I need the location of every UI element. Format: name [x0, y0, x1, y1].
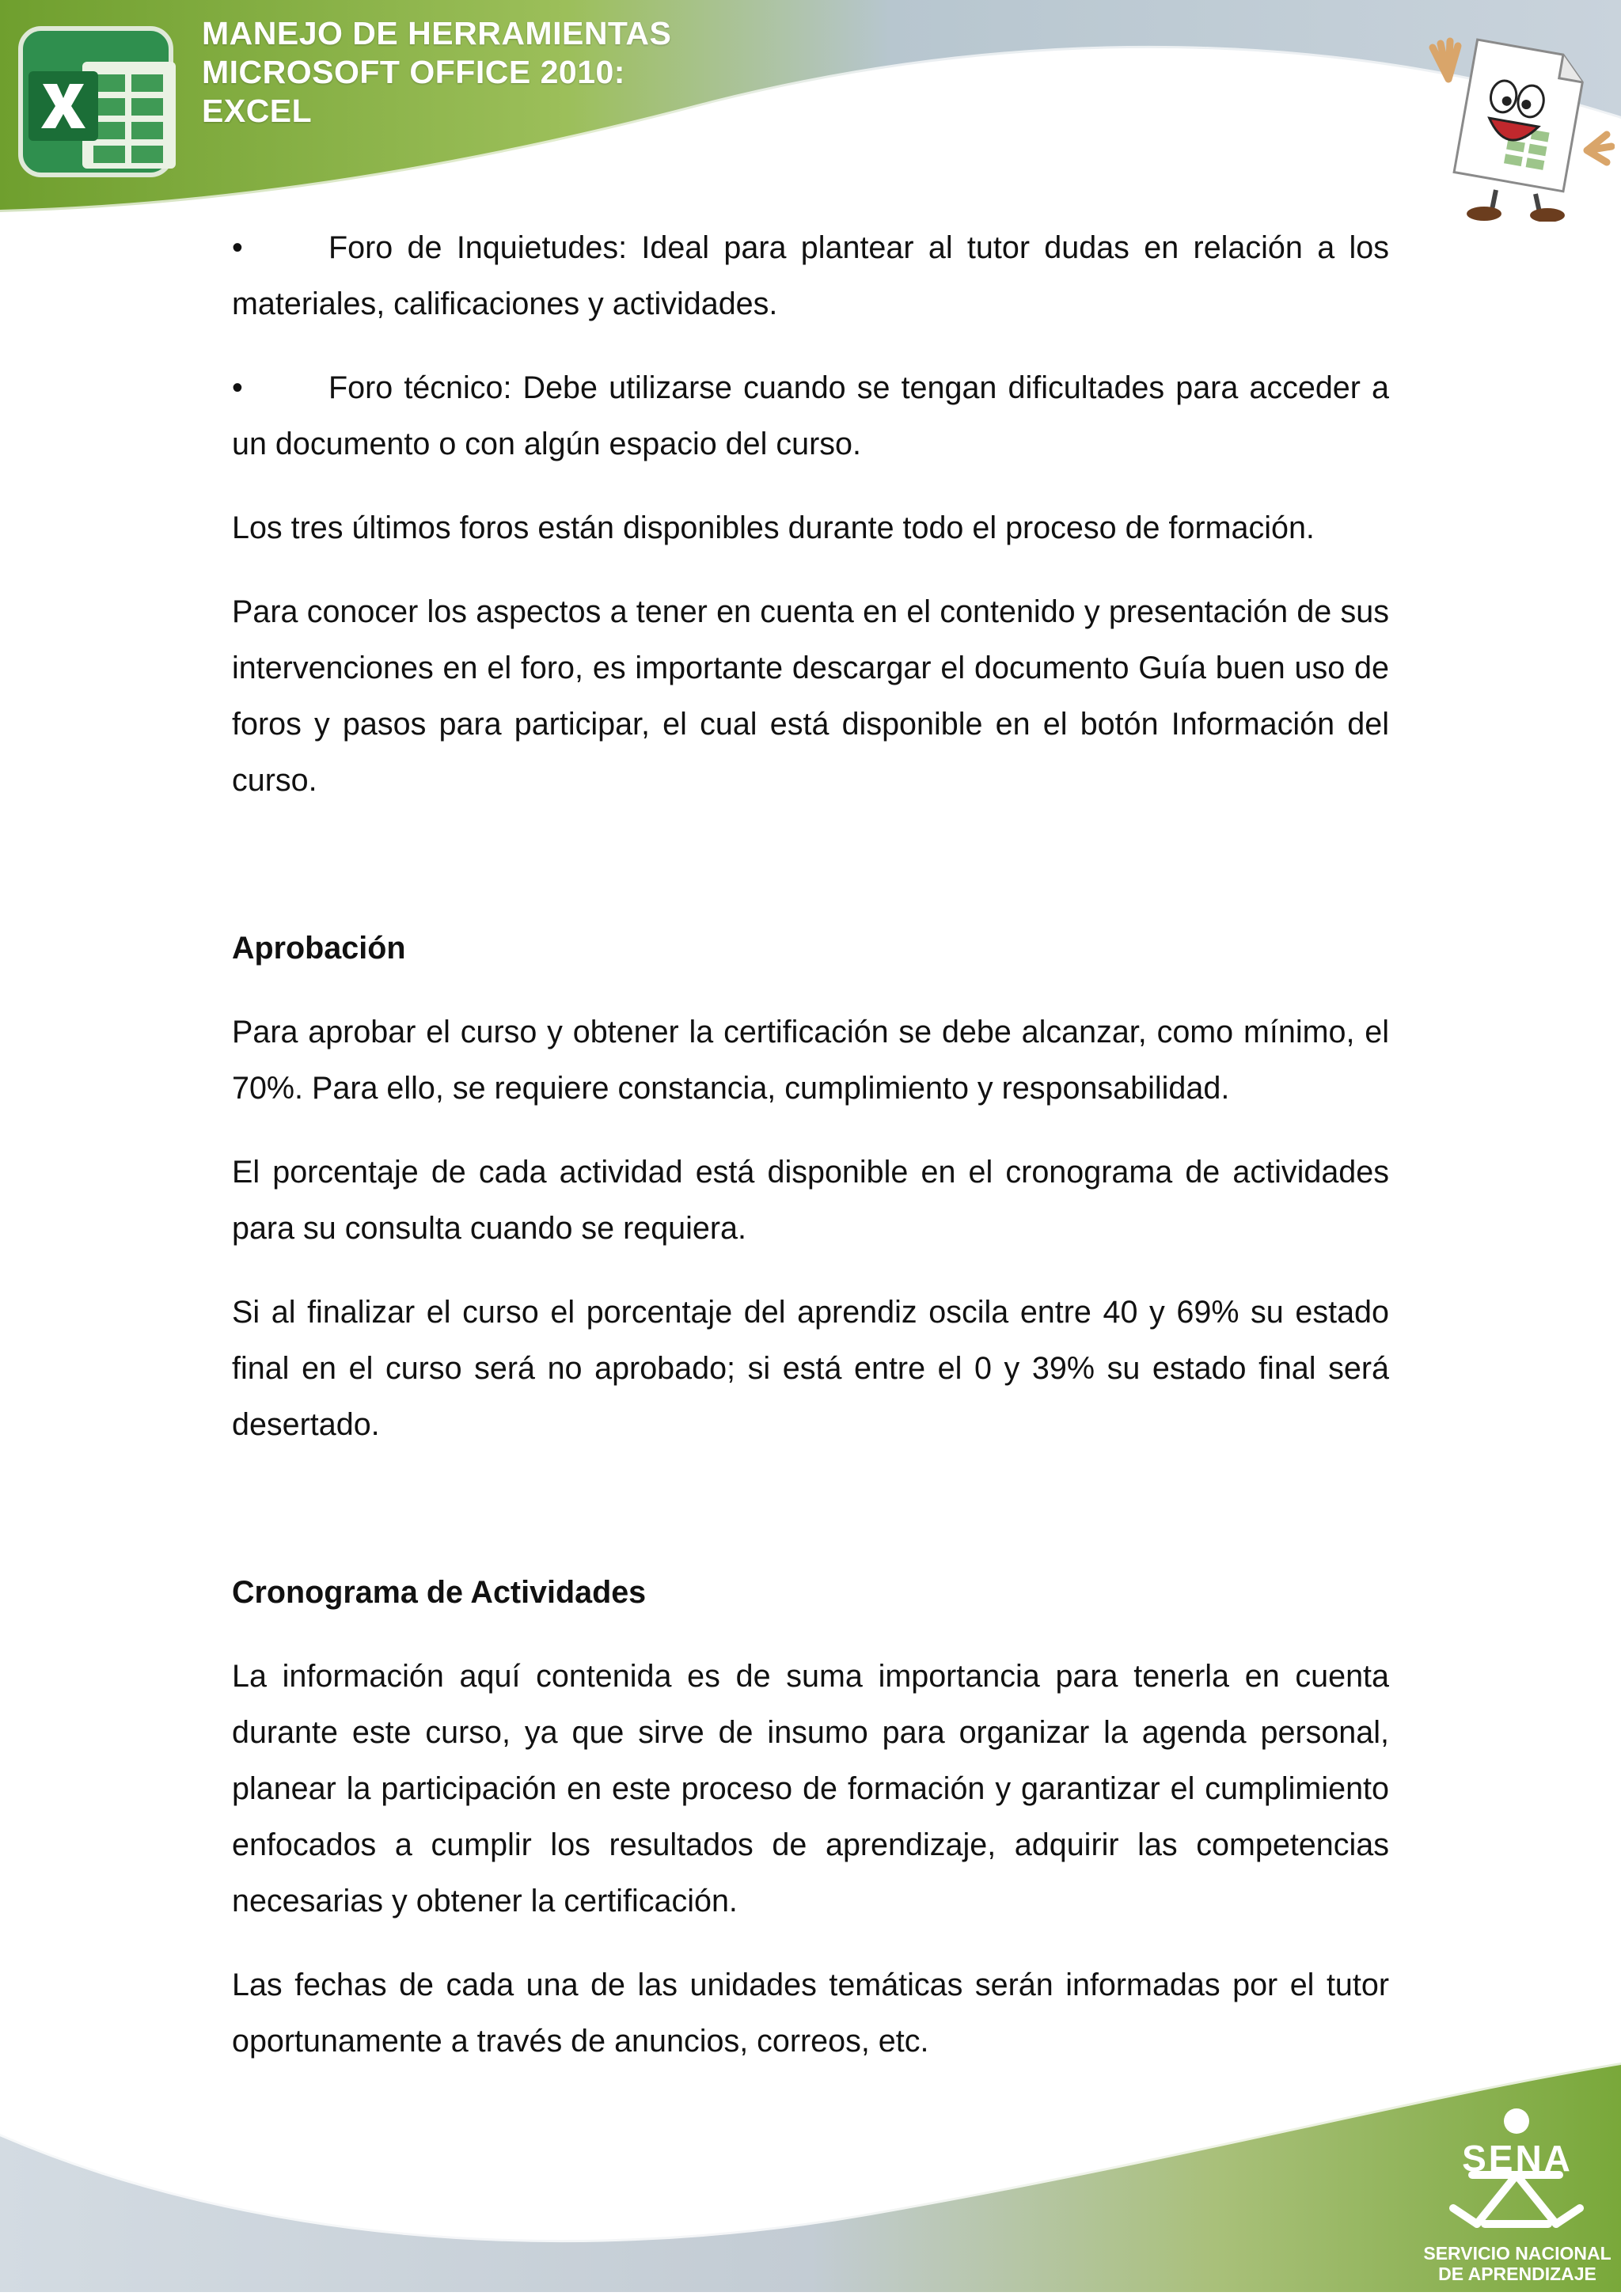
paragraph-cronograma-1: La información aquí contenida es de suma importancia para tenerla en cuenta durante este curso, ya que sirve de insumo para organizar la agenda personal, planear la participación en este proceso de formación y garantizar el cumplimiento enfocados a cumplir los resultados de aprendizaje, adquirir las competencias necesarias y obtener la certificación. [232, 1659, 1389, 1918]
sena-subtitle-line-2: DE APRENDIZAJE [1438, 2264, 1596, 2284]
section-spacer [232, 1481, 1389, 1565]
header-banner [0, 0, 1621, 237]
section-spacer [232, 837, 1389, 920]
footer-banner [0, 2063, 1621, 2292]
header-title-line-3: EXCEL [202, 93, 313, 129]
paragraph-forums-available: Los tres últimos foros están disponibles durante todo el proceso de formación. [232, 510, 1315, 545]
header-title [202, 14, 671, 131]
sena-logo-text: SENA [1462, 2138, 1573, 2179]
bullet-text: Foro de Inquietudes: Ideal para plantear al tutor dudas en relación a los materiales, calificaciones y actividades. [232, 230, 1389, 321]
bullet-symbol: • [232, 230, 243, 265]
excel-logo [17, 22, 184, 180]
bullet-text: Foro técnico: Debe utilizarse cuando se tengan dificultades para acceder a un documento o con algún espacio del curso. [232, 370, 1389, 461]
heading-cronograma: Cronograma de Actividades [232, 1575, 647, 1610]
heading-aprobacion: Aprobación [232, 931, 406, 966]
bullet-symbol: • [232, 370, 243, 405]
paragraph-aprobacion-3: Si al finalizar el curso el porcentaje del aprendiz oscila entre 40 y 69% su estado final en el curso será no aprobado; si está entre el 0 y 39% su estado final será desertado. [232, 1295, 1389, 1442]
bullet-item [232, 360, 1389, 472]
paragraph-guide: Para conocer los aspectos a tener en cuenta en el contenido y presentación de sus intervenciones en el foro, es importante descargar el documento Guía buen uso de foros y pasos para participar, el cual está disponible en el botón Información del curso. [232, 594, 1389, 798]
bullet-item [232, 220, 1389, 332]
sena-subtitle-line-1: SERVICIO NACIONAL [1423, 2243, 1612, 2264]
paragraph-cronograma-2: Las fechas de cada una de las unidades temáticas serán informadas por el tutor oportunamente a través de anuncios, correos, etc. [232, 1968, 1389, 2059]
document-body [232, 220, 1389, 2097]
paragraph-aprobacion-1: Para aprobar el curso y obtener la certificación se debe alcanzar, como mínimo, el 70%. Para ello, se requiere constancia, cumplimiento y responsabilidad. [232, 1015, 1389, 1106]
footer-background [0, 2063, 1621, 2292]
header-title-line-1: MANEJO DE HERRAMIENTAS [202, 15, 672, 51]
header-title-line-2: MICROSOFT OFFICE 2010: [202, 54, 625, 90]
mascot-document-character [1417, 32, 1615, 222]
paragraph-aprobacion-2: El porcentaje de cada actividad está disponible en el cronograma de actividades para su consulta cuando se requiera. [232, 1155, 1389, 1246]
